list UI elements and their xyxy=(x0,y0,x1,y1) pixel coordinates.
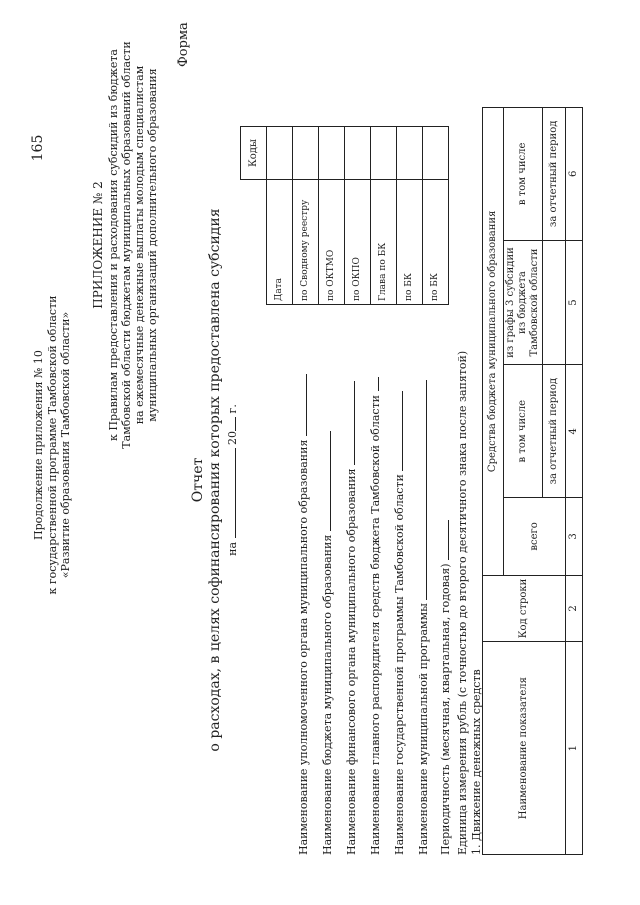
codes-row-label: Глава по БК xyxy=(370,180,396,305)
section-label: 1. Движение денежных средств xyxy=(470,669,483,855)
codes-row-value[interactable] xyxy=(266,127,292,180)
field-label: Наименование государственной программы Тамбовской области xyxy=(393,474,406,855)
header-incl-2: в том числе xyxy=(504,108,543,241)
field-main-manager xyxy=(368,378,382,856)
appendix-line-4: муниципальных организаций дополнительного образования xyxy=(146,68,159,422)
appendix-block xyxy=(92,25,159,465)
column-number: 2 xyxy=(566,575,583,642)
year-blank[interactable] xyxy=(225,417,236,431)
column-number: 1 xyxy=(566,642,583,855)
header-group: Средства бюджета муниципального образования xyxy=(483,108,504,576)
codes-row-label: по ОКТМО xyxy=(318,180,344,305)
codes-row xyxy=(318,127,344,305)
codes-row xyxy=(344,127,370,305)
codes-row-value[interactable] xyxy=(318,127,344,180)
codes-table xyxy=(240,126,449,305)
appendix-line-1: к Правилам предоставления и расходования субсидий из бюджета xyxy=(107,49,120,441)
column-number: 4 xyxy=(566,365,583,498)
field-blank[interactable] xyxy=(416,380,427,600)
codes-row xyxy=(292,127,318,305)
field-blank[interactable] xyxy=(344,381,355,465)
header-total: всего xyxy=(504,498,566,576)
codes-row-label: по БК xyxy=(396,180,422,305)
codes-header-spacer xyxy=(241,180,267,305)
report-heading xyxy=(190,170,241,790)
codes-header: Коды xyxy=(241,127,267,180)
date-year: 20 xyxy=(226,430,239,445)
continuation-line-2: к государственной программе Тамбовской области xyxy=(45,295,59,595)
field-label: Наименование уполномоченного органа муниципального образования xyxy=(297,439,310,855)
continuation-header xyxy=(32,135,73,755)
codes-row-label: по БК xyxy=(422,180,448,305)
column-number: 6 xyxy=(566,108,583,241)
date-prefix: на xyxy=(226,541,239,556)
codes-row-label: Дата xyxy=(266,180,292,305)
header-code: Код строки xyxy=(483,575,566,642)
codes-row xyxy=(266,127,292,305)
report-subtitle: о расходах, в целях софинансирования которых предоставлена субсидия xyxy=(207,208,223,752)
codes-header-row xyxy=(241,127,267,305)
field-blank[interactable] xyxy=(296,374,307,436)
field-label: Наименование финансового органа муниципального образования xyxy=(345,468,358,855)
field-unit: Единица измерения рубль (с точностью до второго десятичного знака после запятой) xyxy=(456,350,469,855)
field-label: Наименование главного распорядителя средств бюджета Тамбовской области xyxy=(369,395,382,855)
field-blank[interactable] xyxy=(368,378,379,392)
field-label: Наименование бюджета муниципального образования xyxy=(321,534,334,855)
field-blank[interactable] xyxy=(392,391,403,471)
field-periodicity xyxy=(438,520,452,855)
codes-row-value[interactable] xyxy=(292,127,318,180)
field-authorized-body xyxy=(296,374,310,855)
codes-row xyxy=(370,127,396,305)
continuation-line-1: Продолжение приложения № 10 xyxy=(32,350,45,540)
field-state-program xyxy=(392,391,406,855)
column-number: 5 xyxy=(566,240,583,365)
continuation-line-3: «Развитие образования Тамбовской области» xyxy=(59,311,72,579)
codes-row xyxy=(396,127,422,305)
codes-row-value[interactable] xyxy=(422,127,448,180)
codes-row-label: по ОКПО xyxy=(344,180,370,305)
codes-row-value[interactable] xyxy=(370,127,396,180)
column-number: 3 xyxy=(566,498,583,576)
report-date xyxy=(224,170,241,790)
header-indicator: Наименование показателя xyxy=(483,642,566,855)
date-blank[interactable] xyxy=(225,448,236,538)
appendix-line-3: на ежемесячные денежные выплаты молодым специалистам xyxy=(133,65,146,425)
codes-row-value[interactable] xyxy=(344,127,370,180)
field-municipal-program xyxy=(416,380,430,855)
header-period-b: за отчетный период xyxy=(543,108,566,241)
appendix-title: ПРИЛОЖЕНИЕ № 2 xyxy=(91,181,105,309)
header-period-a: за отчетный период xyxy=(543,365,566,498)
column-numbers-row xyxy=(566,108,583,855)
field-blank[interactable] xyxy=(438,520,449,560)
field-finance-body xyxy=(344,381,358,855)
page-number: 165 xyxy=(30,134,46,162)
report-title: Отчет xyxy=(190,457,206,503)
header-subsidy-spacer xyxy=(543,240,566,365)
form-label: Форма xyxy=(176,22,191,67)
movement-table xyxy=(482,107,583,855)
header-incl: в том числе xyxy=(504,365,543,498)
appendix-line-2: Тамбовской области бюджетам муниципальных образований области xyxy=(120,41,133,449)
field-label: Периодичность (месячная, квартальная, годовая) xyxy=(439,563,452,855)
codes-row xyxy=(422,127,448,305)
codes-row-label: по Сводному реестру xyxy=(292,180,318,305)
header-row-1 xyxy=(483,108,504,855)
header-subsidy: из графы 3 субсидии из бюджета Тамбовской области xyxy=(504,240,543,365)
field-budget xyxy=(320,431,334,855)
field-blank[interactable] xyxy=(320,431,331,531)
field-label: Наименование муниципальной программы xyxy=(417,603,430,855)
date-suffix: г. xyxy=(226,404,239,414)
codes-row-value[interactable] xyxy=(396,127,422,180)
